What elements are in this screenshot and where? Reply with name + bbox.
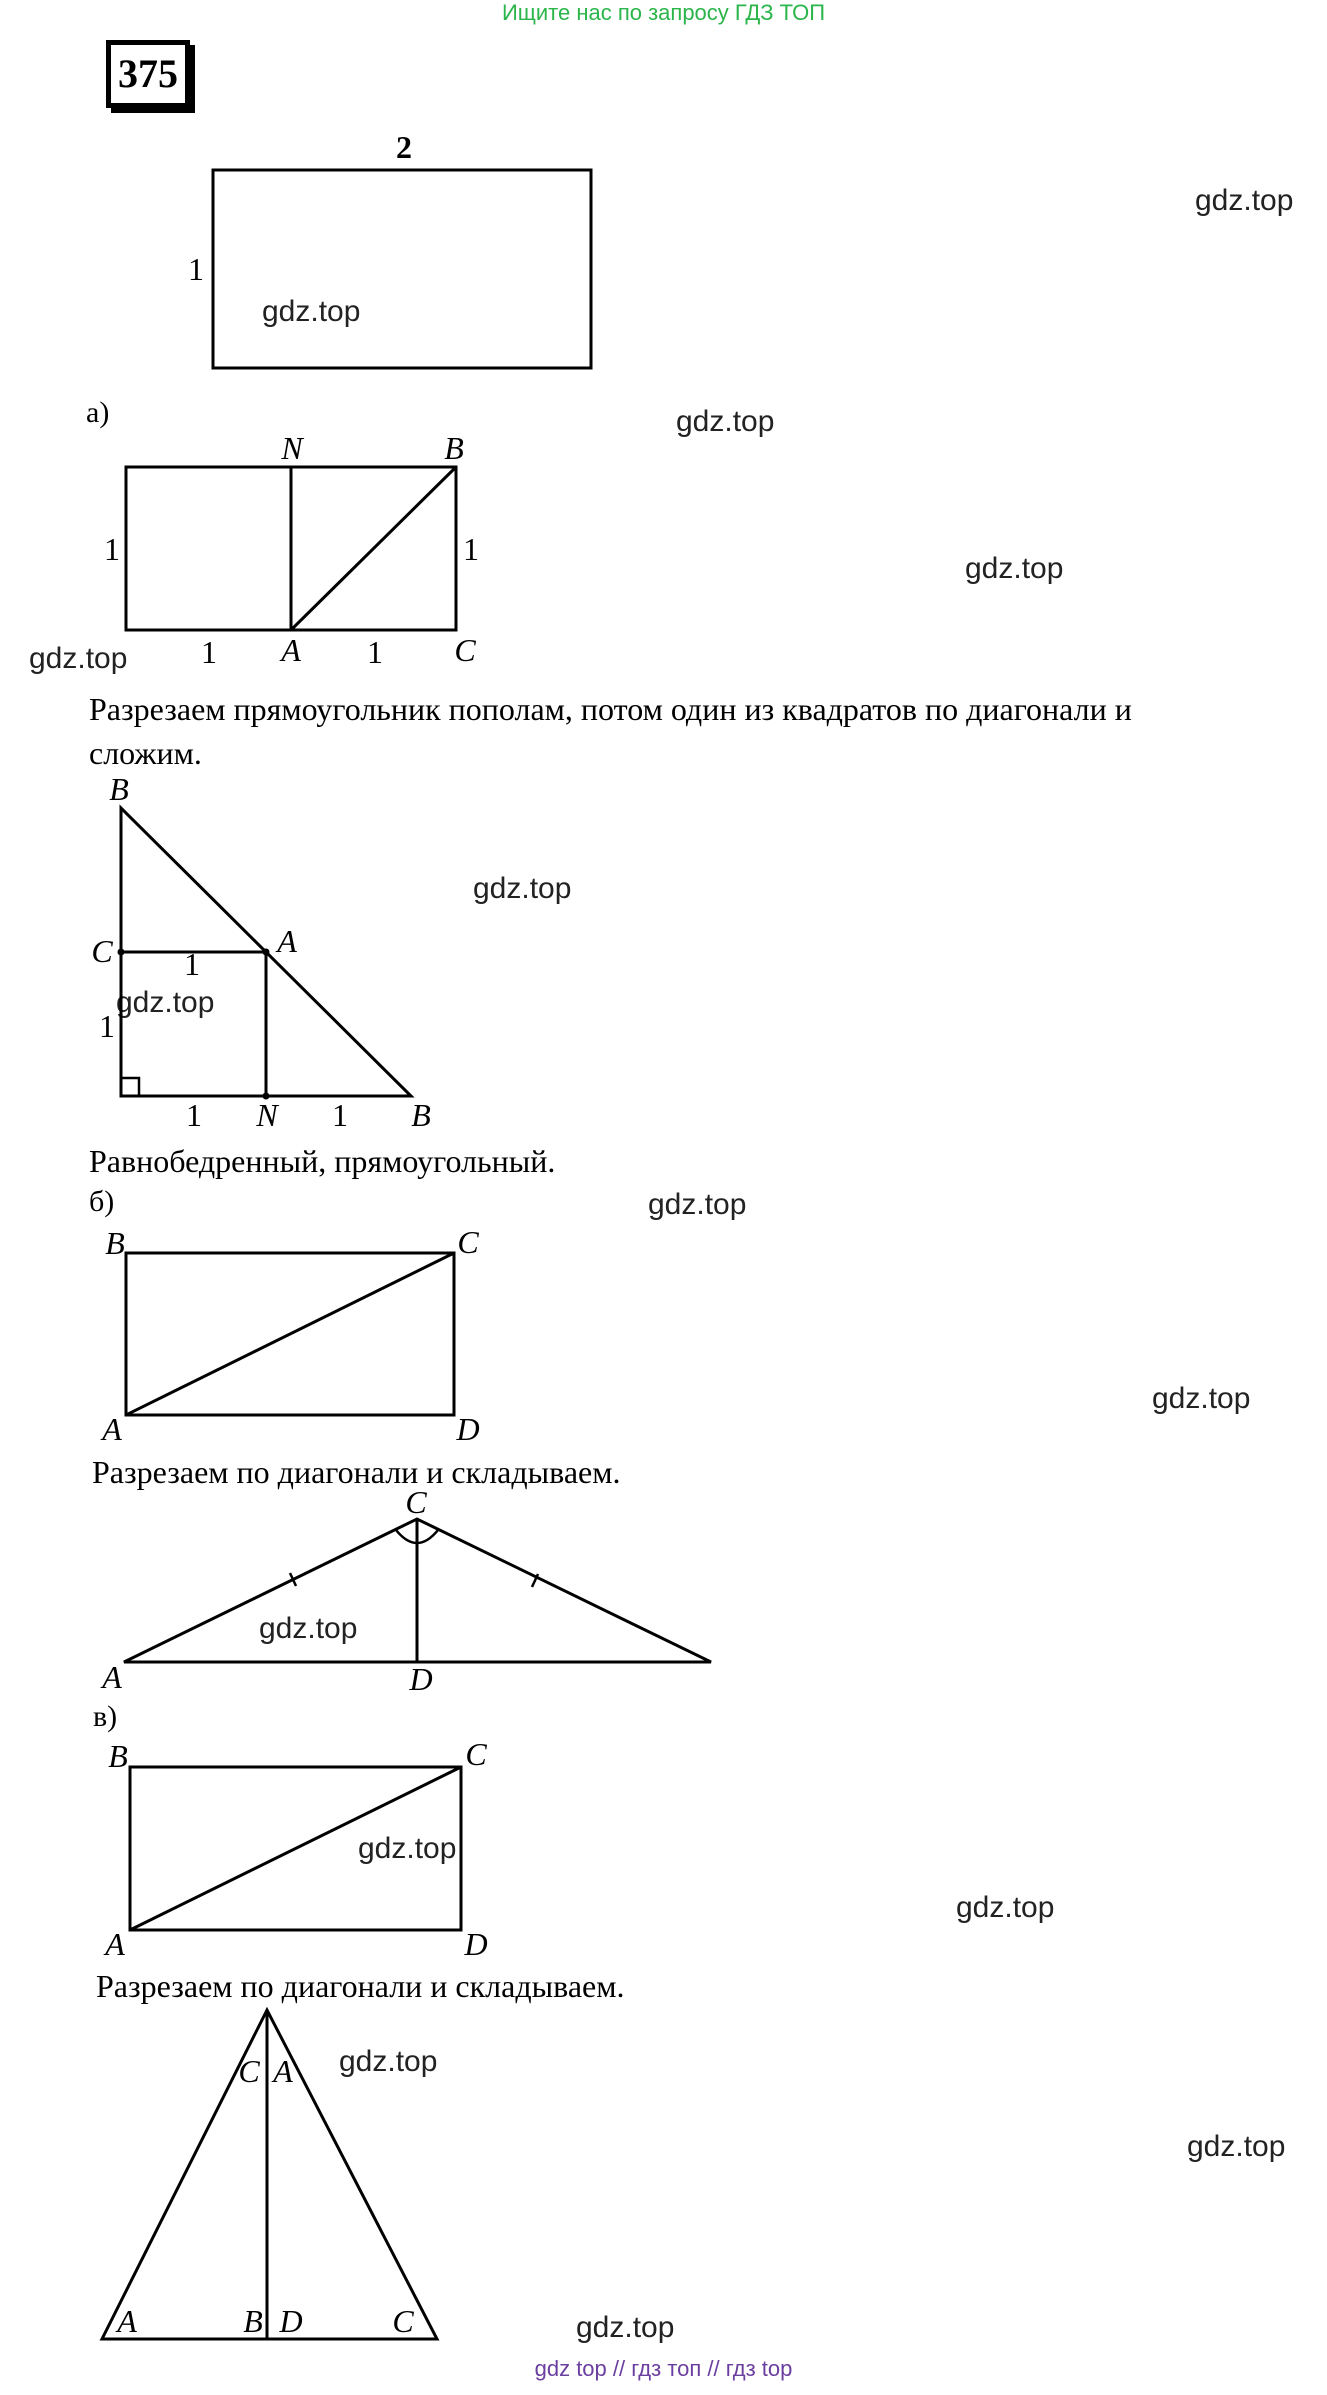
triangle-outline bbox=[102, 2010, 437, 2339]
figure-b2 bbox=[100, 1484, 711, 1697]
watermark: gdz.top bbox=[259, 1612, 358, 1645]
figure-a1 bbox=[104, 430, 479, 670]
part-b-text: Разрезаем по диагонали и складываем. bbox=[92, 1454, 621, 1490]
side-label-1: 1 bbox=[104, 531, 120, 567]
point-label-N: N bbox=[281, 430, 303, 466]
point-label-C: C bbox=[465, 1736, 487, 1772]
watermark: gdz.top bbox=[262, 295, 361, 328]
point-label-A: A bbox=[277, 923, 297, 959]
side-label-1: 1 bbox=[201, 634, 217, 670]
side-label-1: 1 bbox=[332, 1097, 348, 1133]
point-label-B: B bbox=[109, 771, 129, 807]
point-label-A: A bbox=[281, 632, 301, 668]
point-label-C: C bbox=[454, 632, 476, 668]
part-a-marker: а) bbox=[86, 396, 110, 429]
diagonal-AC bbox=[130, 1767, 461, 1930]
point-label-D: D bbox=[464, 1926, 488, 1962]
point-label-A: A bbox=[117, 2303, 137, 2339]
watermark: gdz.top bbox=[339, 2045, 438, 2078]
point-label-D: D bbox=[279, 2303, 303, 2339]
point-label-C: C bbox=[392, 2303, 414, 2339]
point-label-A: A bbox=[102, 1659, 122, 1695]
footer: gdz top // гдз топ // гдз top bbox=[534, 2356, 793, 2381]
point-label-A: A bbox=[102, 1411, 122, 1447]
figure-b1 bbox=[100, 1224, 479, 1447]
point-label-B: B bbox=[108, 1738, 128, 1774]
diagonal-AB bbox=[291, 467, 456, 630]
point-label-C: C bbox=[91, 933, 113, 969]
point-label-B: B bbox=[105, 1225, 125, 1261]
point-label-A: A bbox=[273, 2053, 293, 2089]
watermark: gdz.top bbox=[29, 642, 128, 675]
point-label-B: B bbox=[243, 2303, 263, 2339]
watermark: gdz.top bbox=[648, 1188, 747, 1221]
point-label-B: B bbox=[411, 1097, 431, 1133]
watermark: gdz.top bbox=[1195, 184, 1294, 217]
point-label-N: N bbox=[256, 1097, 278, 1133]
figure-a2 bbox=[91, 771, 430, 1133]
side-label-1: 1 bbox=[99, 1008, 115, 1044]
side-label-1: 1 bbox=[463, 531, 479, 567]
part-a-text2: Равнобедренный, прямоугольный. bbox=[89, 1143, 556, 1179]
point-label-C: C bbox=[457, 1224, 479, 1260]
diagonal-AC bbox=[126, 1253, 454, 1415]
part-a-text1: Разрезаем прямоугольник пополам, потом один из квадратов по диагонали и сложим. bbox=[89, 691, 1132, 771]
width-label: 2 bbox=[396, 129, 412, 165]
watermark: gdz.top bbox=[965, 552, 1064, 585]
side-label-1: 1 bbox=[184, 946, 200, 982]
watermark: gdz.top bbox=[676, 405, 775, 438]
watermark: gdz.top bbox=[116, 986, 215, 1019]
watermark: gdz.top bbox=[576, 2311, 675, 2344]
point-dot bbox=[118, 949, 125, 956]
figure-c2 bbox=[102, 2010, 437, 2339]
watermark: gdz.top bbox=[358, 1832, 457, 1865]
right-angle-mark bbox=[121, 1078, 139, 1096]
part-c-marker: в) bbox=[93, 1700, 118, 1733]
point-label-D: D bbox=[456, 1411, 480, 1447]
point-label-D: D bbox=[409, 1661, 433, 1697]
height-label: 1 bbox=[188, 251, 204, 287]
watermark: gdz.top bbox=[1187, 2130, 1286, 2163]
watermark: gdz.top bbox=[1152, 1382, 1251, 1415]
problem-number: 375 bbox=[106, 40, 190, 108]
top-banner: Ищите нас по запросу ГДЗ ТОП bbox=[501, 0, 826, 25]
watermark: gdz.top bbox=[473, 872, 572, 905]
point-dot bbox=[263, 949, 270, 956]
rectangle-outline bbox=[213, 170, 591, 368]
point-label-C: C bbox=[405, 1484, 427, 1520]
point-label-B: B bbox=[444, 430, 464, 466]
point-label-A: A bbox=[105, 1926, 125, 1962]
figure-c1 bbox=[103, 1736, 487, 1962]
side-label-1: 1 bbox=[186, 1097, 202, 1133]
part-c-text: Разрезаем по диагонали и складываем. bbox=[96, 1968, 625, 2004]
part-b-marker: б) bbox=[89, 1185, 115, 1218]
point-label-C: C bbox=[238, 2053, 260, 2089]
watermark: gdz.top bbox=[956, 1891, 1055, 1924]
side-label-1: 1 bbox=[367, 634, 383, 670]
